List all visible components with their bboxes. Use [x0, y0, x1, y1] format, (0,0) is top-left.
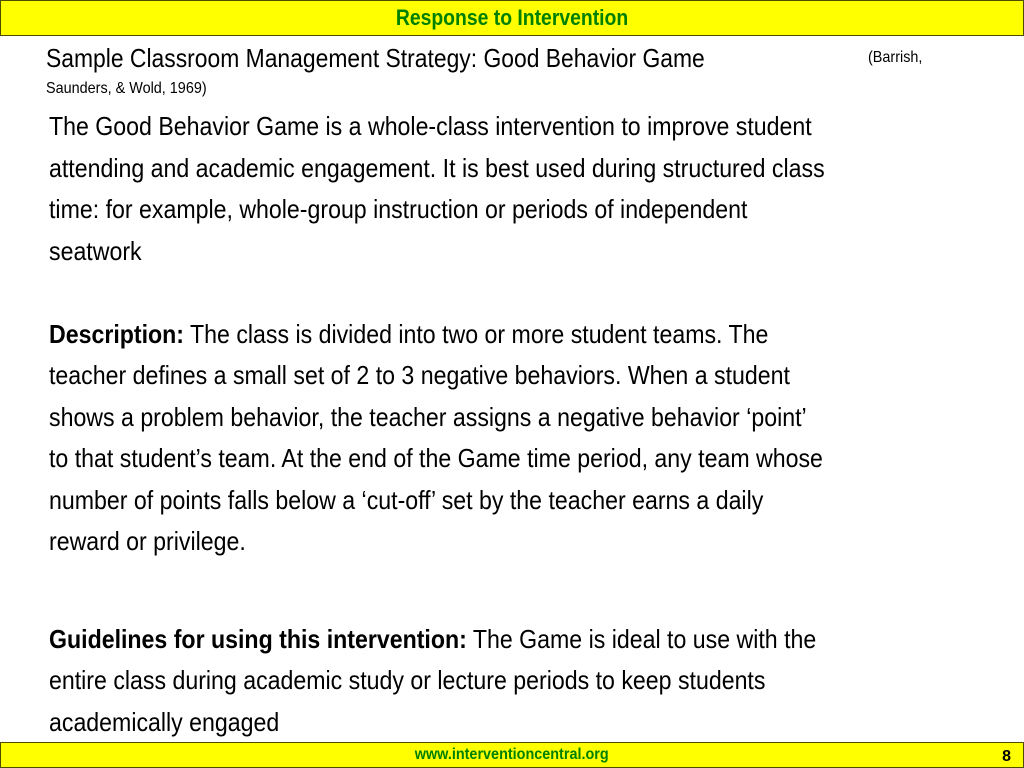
- footer-url-text: www.interventioncentral.org: [415, 746, 609, 763]
- description-label: Description:: [49, 318, 185, 349]
- footer-url: [1, 745, 1023, 765]
- footer-bar: [0, 742, 1024, 768]
- subtitle-main-text: Sample Classroom Management Strategy: Good Behavior Game: [46, 43, 705, 73]
- guidelines-label: Guidelines for using this intervention:: [49, 623, 467, 654]
- guidelines-paragraph: [49, 619, 992, 744]
- description-text: The class is divided into two or more student teams. The teacher defines a small set of 2 to 3 negative behaviors. When a student shows a problem behavior, the teacher assigns a negative behavior ‘point’ to that student’s team. At the end of the Game time period, any team whose number of points falls below a ‘cut-off’ set by the teacher earns a daily reward or privilege.: [49, 318, 823, 556]
- slide-subtitle: [46, 38, 966, 97]
- page-number: 8: [1002, 748, 1011, 765]
- citation-line-2: Saunders, & Wold, 1969): [46, 80, 207, 97]
- citation-line-1: (Barrish,: [868, 49, 923, 66]
- slide-body: [49, 106, 992, 743]
- description-paragraph: [49, 314, 992, 563]
- header-bar: [0, 0, 1024, 36]
- guidelines-text: The Game is ideal to use with the entire class during academic study or lecture periods to keep students academically engaged: [49, 623, 817, 737]
- intro-paragraph: The Good Behavior Game is a whole-class intervention to improve student attending and academic engagement. It is best used during structured class time: for example, whole-group instruction or periods of independent seatwork: [49, 111, 825, 266]
- header-title: Response to Intervention: [395, 5, 629, 30]
